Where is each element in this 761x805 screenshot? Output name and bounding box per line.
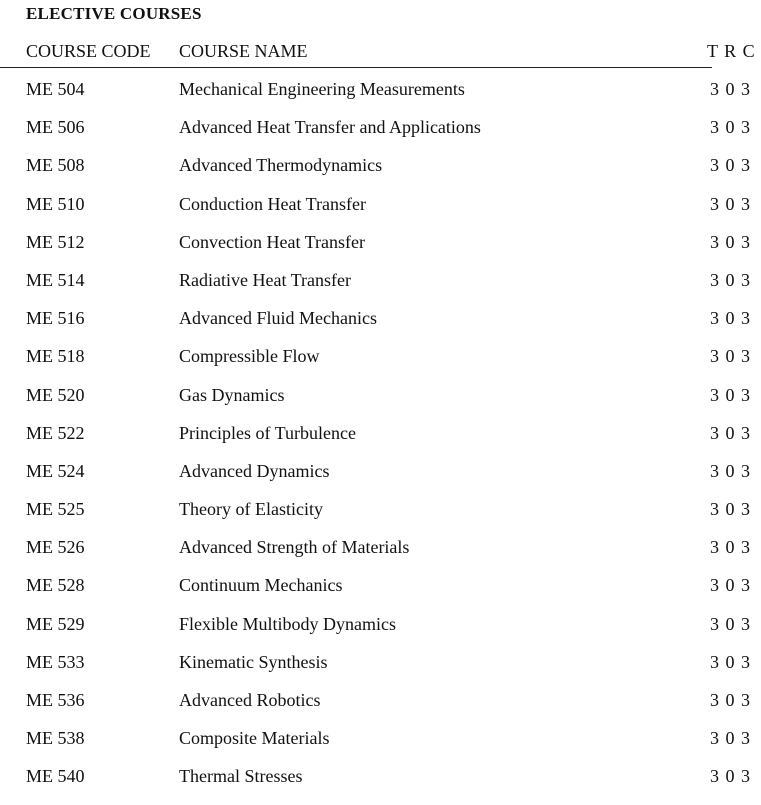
course-code: ME 514 — [26, 269, 85, 290]
table-row — [0, 728, 761, 766]
table-row — [0, 385, 761, 423]
course-trc: 3 0 3 — [710, 690, 751, 710]
table-row — [0, 499, 761, 537]
course-name: Theory of Elasticity — [179, 499, 323, 520]
course-trc: 3 0 3 — [710, 231, 751, 252]
course-name: Thermal Stresses — [179, 766, 303, 787]
table-row — [0, 232, 761, 270]
course-trc: 3 0 3 — [710, 537, 751, 558]
table-row — [0, 155, 761, 193]
course-code: ME 528 — [26, 575, 85, 596]
course-trc: 3 0 3 — [710, 193, 751, 214]
table-row — [0, 194, 761, 232]
table-row — [0, 652, 761, 690]
course-code: ME 516 — [26, 308, 85, 329]
table-row — [0, 690, 761, 728]
course-name: Convection Heat Transfer — [179, 231, 365, 252]
course-trc: 3 0 3 — [710, 728, 751, 749]
table-row — [0, 346, 761, 384]
course-code: ME 529 — [26, 613, 85, 634]
course-name: Conduction Heat Transfer — [179, 193, 366, 214]
course-trc: 3 0 3 — [710, 766, 751, 787]
table-row — [0, 575, 761, 613]
course-trc: 3 0 3 — [710, 346, 751, 367]
course-name: Continuum Mechanics — [179, 575, 343, 596]
course-trc: 3 0 3 — [710, 117, 751, 138]
course-name: Advanced Strength of Materials — [179, 537, 410, 558]
course-code: ME 536 — [26, 690, 85, 710]
course-trc: 3 0 3 — [710, 384, 751, 405]
course-name: Gas Dynamics — [179, 384, 285, 405]
course-code: ME 526 — [26, 537, 85, 558]
course-name: Mechanical Engineering Measurements — [179, 79, 465, 99]
course-trc: 3 0 3 — [710, 651, 751, 672]
table-row — [0, 766, 761, 804]
course-code: ME 525 — [26, 499, 85, 520]
course-code: ME 520 — [26, 384, 85, 405]
course-code: ME 510 — [26, 193, 85, 214]
course-name: Advanced Heat Transfer and Applications — [179, 117, 481, 138]
course-trc: 3 0 3 — [710, 308, 751, 329]
course-name: Flexible Multibody Dynamics — [179, 613, 396, 634]
column-header-course-code: COURSE CODE — [26, 41, 151, 61]
course-code: ME 538 — [26, 728, 85, 749]
course-code: ME 533 — [26, 651, 85, 672]
course-name: Radiative Heat Transfer — [179, 269, 351, 290]
header-divider — [0, 67, 712, 68]
course-name: Advanced Robotics — [179, 690, 321, 710]
course-trc: 3 0 3 — [710, 422, 751, 443]
table-row — [0, 308, 761, 346]
table-row — [0, 537, 761, 575]
table-row — [0, 270, 761, 308]
course-name: Advanced Thermodynamics — [179, 155, 383, 176]
column-header-trc: T R C — [707, 41, 756, 61]
table-row — [0, 79, 761, 117]
table-row — [0, 461, 761, 499]
table-row — [0, 117, 761, 155]
course-code: ME 522 — [26, 422, 85, 443]
course-code: ME 504 — [26, 79, 85, 99]
course-trc: 3 0 3 — [710, 155, 751, 176]
course-trc: 3 0 3 — [710, 269, 751, 290]
page-title: ELECTIVE COURSES — [26, 4, 202, 23]
course-code: ME 506 — [26, 117, 85, 138]
course-list — [0, 79, 761, 805]
course-trc: 3 0 3 — [710, 613, 751, 634]
course-name: Compressible Flow — [179, 346, 320, 367]
table-row — [0, 614, 761, 652]
course-code: ME 518 — [26, 346, 85, 367]
course-code: ME 512 — [26, 231, 85, 252]
course-code: ME 508 — [26, 155, 85, 176]
course-name: Advanced Fluid Mechanics — [179, 308, 377, 329]
column-header-course-name: COURSE NAME — [179, 41, 308, 61]
course-trc: 3 0 3 — [710, 575, 751, 596]
course-name: Advanced Dynamics — [179, 460, 330, 481]
course-name: Kinematic Synthesis — [179, 651, 328, 672]
course-trc: 3 0 3 — [710, 79, 751, 99]
table-row — [0, 423, 761, 461]
course-name: Composite Materials — [179, 728, 330, 749]
course-trc: 3 0 3 — [710, 460, 751, 481]
course-trc: 3 0 3 — [710, 499, 751, 520]
course-code: ME 540 — [26, 766, 85, 787]
course-name: Principles of Turbulence — [179, 422, 356, 443]
course-code: ME 524 — [26, 460, 85, 481]
